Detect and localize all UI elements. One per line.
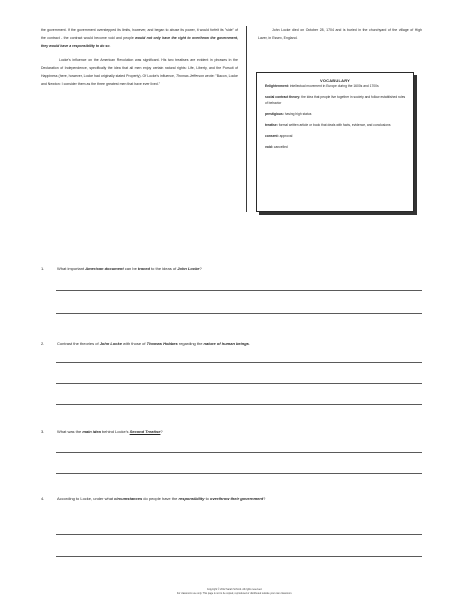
footer-line-2: For classroom use only. This page is not to be copied, reproduced or distributed outside your own classroom.: [176, 592, 293, 595]
vocab-entry-prestigious: prestigious: having high status: [265, 112, 312, 116]
question-text: Contrast the theories of John Locke with those of Thomas Hobbes regarding the nature of human beings.: [57, 341, 251, 346]
paragraph-death: John Locke died on October 28, 1704 and is buried in the churchyard of the village of High Laver, in Essex, England.: [258, 28, 422, 40]
question-4: [41, 494, 435, 503]
copyright-footer: [0, 588, 469, 596]
question-2: [41, 339, 435, 348]
answer-line[interactable]: [56, 383, 422, 384]
emphasis-responsibility: would not only have the right to overthrow the government, they would have a responsibility to do so: [41, 36, 238, 48]
vocabulary-box: [256, 72, 414, 212]
vocabulary-title: VOCABULARY: [319, 78, 351, 83]
answer-line[interactable]: [56, 290, 422, 291]
vocab-entry-consent: consent: approval: [265, 134, 293, 138]
question-3: [41, 427, 435, 436]
left-column: [41, 26, 238, 94]
answer-line[interactable]: [56, 452, 422, 453]
answer-line[interactable]: [56, 313, 422, 314]
column-divider: [246, 26, 247, 212]
answer-line[interactable]: [56, 534, 422, 535]
question-text: According to Locke, under what circumstances do people have the responsibility to overthrow their government?: [57, 496, 266, 501]
question-1: [41, 264, 435, 273]
paragraph-influence: Locke's influence on the American Revolution was significant. His two treatises are evident in phrases in the Declaration of Independence, specifically the idea that all men enjoy certain natural rights: Life, Liberty, and the Pursuit of Happiness (here, however, Locke had originally stated Property). Of Locke's influence, Thomas Jefferson wrote: "Bacon, Locke and Newton: I consider them as the three greatest men that have ever lived.": [41, 58, 238, 86]
footer-line-1: Copyright © 2012 Sarah Schmitt. All rights reserved.: [206, 588, 263, 591]
vocab-entry-treatise: treatise: formal written article or book that deals with facts, evidence, and conclusions: [265, 123, 391, 127]
right-column: [258, 26, 422, 42]
vocab-entry-social-contract: social contract theory: the idea that people live together in society and follow established rules of behavior: [265, 95, 406, 105]
answer-line[interactable]: [56, 404, 422, 405]
vocab-entry-enlightenment: Enlightenment: intellectual movement in Europe during the 1600s and 1700s: [265, 84, 379, 88]
question-text: What was the main idea behind Locke's Second Treatise?: [57, 429, 163, 434]
question-number: 1.: [41, 266, 45, 271]
vocab-entry-void: void: cancelled: [265, 145, 288, 149]
answer-line[interactable]: [56, 362, 422, 363]
question-number: 2.: [41, 341, 45, 346]
question-number: 4.: [41, 496, 45, 501]
answer-line[interactable]: [56, 473, 422, 474]
paragraph-social-contract: the government. If the government overstepped its limits, however, and began to abuse its power, it would forfeit its "side" of the contract - the contract would become void and people would not only have the right to overthrow the government, they would have a responsibility to do so.: [41, 28, 238, 48]
question-number: 3.: [41, 429, 45, 434]
emphasis-jefferson: Thomas Jefferson: [175, 74, 204, 78]
answer-line[interactable]: [56, 556, 422, 557]
question-text: What important American document can be traced to the ideas of John Locke?: [57, 266, 202, 271]
